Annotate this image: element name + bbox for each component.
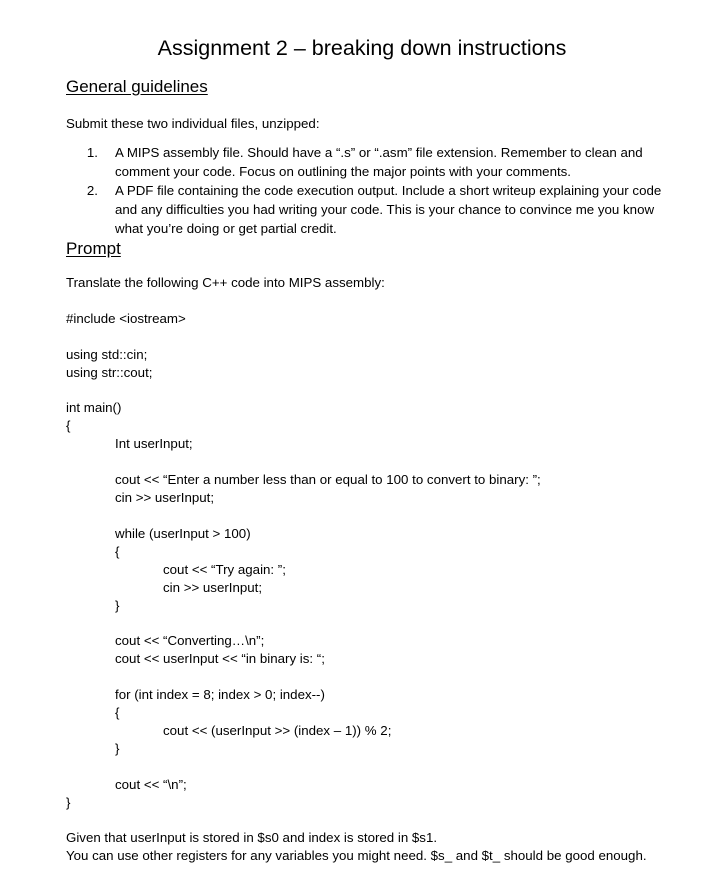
code-line-for: for (int index = 8; index > 0; index--) — [115, 687, 325, 702]
code-line-using-cout: using str::cout; — [66, 365, 153, 380]
code-line-main: int main() — [66, 400, 122, 415]
code-line-for-close: } — [115, 741, 120, 756]
prompt-heading: Prompt — [66, 239, 121, 258]
code-line-while-close: } — [115, 598, 120, 613]
code-line-decl: Int userInput; — [115, 436, 193, 451]
general-intro: Submit these two individual files, unzipped: — [66, 116, 320, 131]
code-line-cout-prompt: cout << “Enter a number less than or equal to 100 to convert to binary: ”; — [115, 472, 541, 487]
code-line-cout-newline: cout << “\n”; — [115, 777, 187, 792]
footer-line-other-registers: You can use other registers for any variables you might need. $s_ and $t_ should be good enough. — [66, 848, 647, 863]
code-line-include: #include <iostream> — [66, 311, 186, 326]
prompt-intro: Translate the following C++ code into MIPS assembly: — [66, 275, 385, 290]
code-line-cin-try: cin >> userInput; — [163, 580, 263, 595]
list-item-line: A MIPS assembly file. Should have a “.s” or “.asm” file extension. Remember to clean and — [115, 145, 643, 160]
list-item-number: 2. — [86, 183, 98, 198]
code-line-using-cin: using std::cin; — [66, 347, 148, 362]
general-guidelines-heading: General guidelines — [66, 77, 208, 96]
code-line-cout-binary: cout << userInput << “in binary is: “; — [115, 651, 325, 666]
code-line-while: while (userInput > 100) — [115, 526, 251, 541]
list-item-number: 1. — [86, 145, 98, 160]
page-title: Assignment 2 – breaking down instructions — [157, 36, 567, 60]
code-line-cout-bit: cout << (userInput >> (index – 1)) % 2; — [163, 723, 392, 738]
code-line-close-brace: } — [66, 795, 71, 810]
footer-line-registers: Given that userInput is stored in $s0 and index is stored in $s1. — [66, 830, 438, 845]
code-line-while-open: { — [115, 544, 120, 559]
list-item-line: A PDF file containing the code execution output. Include a short writeup explaining your code — [115, 183, 662, 198]
code-line-cin-input: cin >> userInput; — [115, 490, 215, 505]
code-line-cout-try: cout << “Try again: ”; — [163, 562, 286, 577]
list-item-line: comment your code. Focus on outlining the major points with your comments. — [115, 164, 571, 179]
code-line-for-open: { — [115, 705, 120, 720]
code-line-open-brace: { — [66, 418, 71, 433]
list-item-line: what you’re doing or get partial credit. — [115, 221, 337, 236]
code-line-cout-converting: cout << “Converting…\n”; — [115, 633, 265, 648]
list-item-line: and any difficulties you had writing your code. This is your chance to convince me you know — [115, 202, 655, 217]
